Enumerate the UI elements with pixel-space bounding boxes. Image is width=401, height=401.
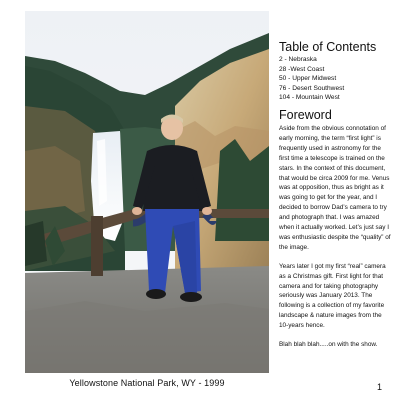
toc-entry: 2 - Nebraska [279, 56, 317, 63]
toc-heading: Table of Contents [279, 40, 377, 54]
toc-entry: 50 - Upper Midwest [279, 75, 337, 83]
foreword-paragraph: Aside from the obvious connotation of early morning, the term “first light” is frequently used in astronomy for the first time a telescope is trained on the stars. In the context of this document, that would be circa 2009 for me. Venus was at opposition, thus as bright as it was going to get for the year, and I decided to borrow Dad’s camera to try and photograph that. I was amazed when it actually worked. Let’s just say I was enthusiastic despite the “quality” of the image. [279, 124, 391, 251]
yellowstone-photo [25, 11, 269, 373]
page-number: 1 [376, 382, 382, 392]
toc-entry: 28 -West Coast [279, 65, 325, 73]
foreword-paragraph: Blah blah blah.....on with the show. [279, 341, 378, 349]
foreword-paragraph: Years later I got my first “real” camera as a Christmas gift. First light for that camera and for taking photography seriously was January 2013. The following is a collection of my favorite landscape & nature images from the 10-years hence. [279, 262, 386, 330]
text-column [279, 40, 391, 350]
foreword-heading: Foreword [279, 107, 332, 122]
toc-entry: 104 - Mountain West [279, 94, 340, 102]
photo-illustration [25, 11, 269, 373]
toc-list [279, 55, 391, 103]
photo-caption: Yellowstone National Park, WY - 1999 [69, 378, 225, 388]
toc-entry: 76 - Desert Southwest [279, 84, 345, 92]
